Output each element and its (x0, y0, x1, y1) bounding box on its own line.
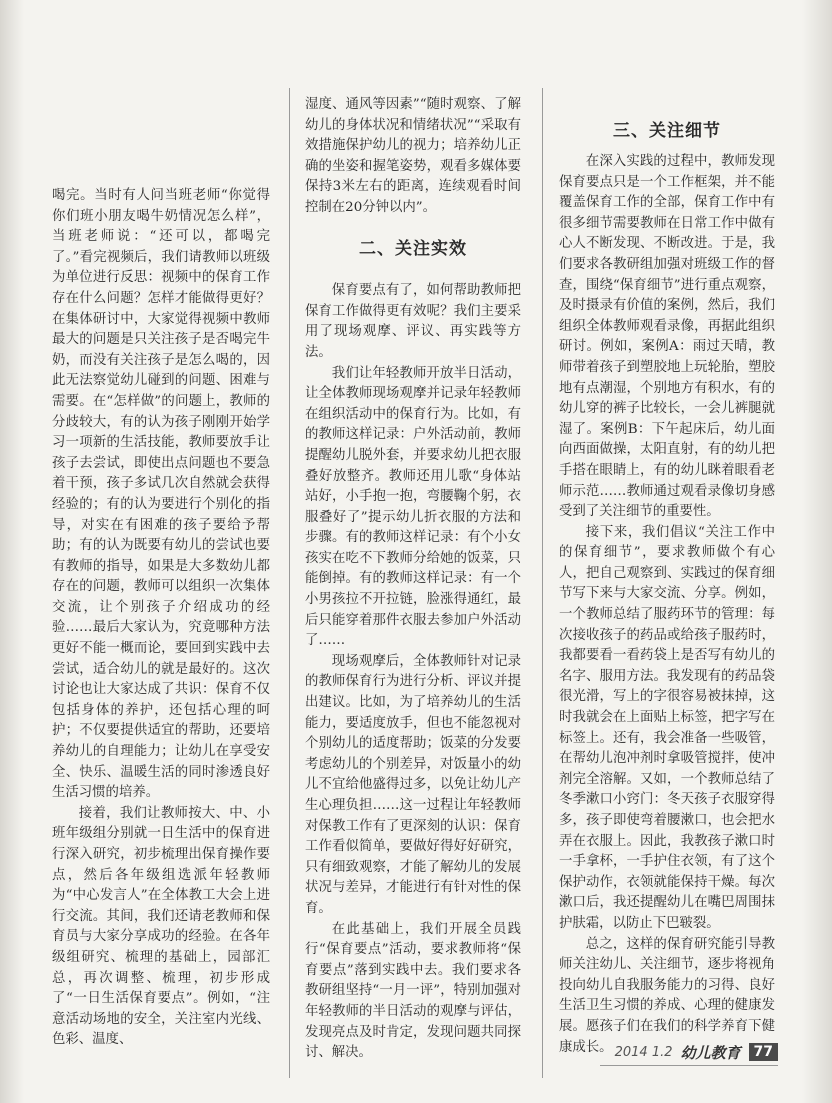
paragraph: 我们让年轻教师开放半日活动，让全体教师现场观摩并记录年轻教师在组织活动中的保育行为。比如，有的教师这样记录：户外活动前，教师提醒幼儿脱外套，并要求幼儿把衣服叠好放整齐。教师还用儿歌“身体站站好，小手抱一抱，弯腰鞠个躬，衣服叠好了”提示幼儿折衣服的方法和步骤。有的教师这样记录：有个小女孩实在吃不下教师分给她的饭菜，只能倒掉。有的教师这样记录：有一个小男孩拉不开拉链，脸涨得通红，最后只能穿着那件衣服去参加户外活动了…… (305, 365, 521, 649)
page-edge-shadow-left (0, 0, 24, 1103)
paragraph: 接着，我们让教师按大、中、小班年级组分别就一日生活中的保育进行深入研究，初步梳理出保育操作要点，然后各年级组选派年轻教师为“中心发言人”在全体教工大会上进行交流。其间，我们还请老教师和保育员与大家分享成功的经验。在各年级组研究、梳理的基础上，园部汇总，再次调整、梳理，初步形成了“一日生活保育要点”。例如，“注意活动场地的安全，关注室内光线、色彩、温度、 (52, 805, 270, 1048)
page-edge-shadow-right (802, 0, 832, 1103)
paragraph: 现场观摩后，全体教师针对记录的教师保育行为进行分析、评议并提出建议。比如，为了培养幼儿的生活能力，要适度放手，但也不能忽视对个别幼儿的适度帮助；饭菜的分发要考虑幼儿的个别差异，对饭量小的幼儿不宜给他盛得过多，以免让幼儿产生心理负担……这一过程让年轻教师对保教工作有了更深刻的认识：保育工作看似简单，要做好得好好研究，只有细致观察，才能了解幼儿的发展状况与差异，才能进行有针对性的保育。 (305, 653, 521, 916)
column-divider-2 (542, 88, 543, 1078)
issue-date: 2014 1.2 (614, 1044, 673, 1060)
paragraph: 在深入实践的过程中，教师发现保育要点只是一个工作框架，并不能覆盖保育工作的全部，保育工作中有很多细节需要教师在日常工作中做有心人不断发现、不断改进。于是，我们要求各教研组加强对班级工作的督查，围绕“保育细节”进行重点观察，及时摄录有价值的案例，然后，我们组织全体教师观看录像，再据此组织研讨。例如，案例A：雨过天晴，教师带着孩子到塑胶地上玩轮胎，塑胶地有点潮湿，个别地方有积水，有的幼儿穿的裤子比较长，一会儿裤腿就湿了。案例B：下午起床后，幼儿面向西面做操，太阳直射，有的幼儿把手搭在眼睛上，有的幼儿眯着眼看老师示范……教师通过观看录像切身感受到了关注细节的重要性。 (559, 154, 775, 520)
text-column-2 (305, 95, 521, 1064)
paragraph: 湿度、通风等因素”“随时观察、了解幼儿的身体状况和情绪状况”“采取有效措施保护幼儿的视力；培养幼儿正确的坐姿和握笔姿势，观看多媒体要保持3米左右的距离，连续观看时间控制在20分钟以内”。 (305, 97, 521, 215)
paragraph: 总之，这样的保育研究能引导教师关注幼儿、关注细节，逐步将视角投向幼儿自我服务能力的习得、良好生活卫生习惯的养成、心理的健康发展。愿孩子们在我们的科学养育下健康成长。 (559, 936, 775, 1055)
page-footer (615, 1041, 778, 1063)
footer-rule (600, 1065, 778, 1066)
column-divider-1 (289, 88, 290, 1078)
magazine-title: 幼儿教育 (680, 1043, 741, 1062)
page-number: 77 (749, 1043, 778, 1061)
section-heading-2: 二、关注实效 (359, 238, 467, 259)
section-heading-3: 三、关注细节 (613, 121, 721, 141)
paragraph: 喝完。当时有人问当班老师“你觉得你们班小朋友喝牛奶情况怎么样”，当班老师说：“还可以，都喝完了。”看完视频后，我们请教师以班级为单位进行反思：视频中的保育工作存在什么问题？怎样才能做得更好？在集体研讨中，大家觉得视频中教师最大的问题是只关注孩子是否喝完牛奶，而没有关注孩子是怎么喝的，因此无法察觉幼儿碰到的问题、困难与需要。在“怎样做”的问题上，教师的分歧较大，有的认为孩子刚刚开始学习一项新的生活技能，教师要放手让孩子去尝试，即使出点问题也不要急着干预，孩子多试几次自然就会获得经验的；有的认为要进行个别化的指导，对实在有困难的孩子要给予帮助；有的认为既要有幼儿的尝试也要有教师的指导，如果是大多数幼儿都存在的问题，教师可以组织一次集体交流，让个别孩子介绍成功的经验……最后大家认为，究竟哪种方法更好不能一概而论，要回到实践中去尝试，适合幼儿的就是最好的。这次讨论也让大家达成了共识：保育不仅包括身体的养护，还包括心理的呵护；不仅要提供适宜的帮助，还要培养幼儿的自理能力；让幼儿在享受安全、快乐、温暖生活的同时渗透良好生活习惯的培养。 (52, 188, 270, 801)
paragraph: 接下来，我们倡议“关注工作中的保育细节”，要求教师做个有心人，把自己观察到、实践过的保育细节写下来与大家交流、分享。例如，一个教师总结了服药环节的管理：每次接收孩子的药品或给孩子服药时，我都要看一看药袋上是否写有幼儿的名字、服用方法。我发现有的药品袋很光滑，写上的字很容易被抹掉，这时我就会在上面贴上标签，把字写在标签上。还有，我会准备一些吸管，在帮幼儿泡冲剂时拿吸管搅拌，使冲剂完全溶解。又如，一个教师总结了冬季漱口小窍门：冬天孩子衣服穿得多，孩子即使弯着腰漱口，也会把水弄在衣服上。因此，我教孩子漱口时一手拿杯，一手护住衣领，有了这个保护动作，衣领就能保持干燥。每次漱口后，我还提醒幼儿在嘴巴周围抹护肤霜，以防止下巴皲裂。 (559, 524, 775, 931)
text-column-3 (559, 152, 775, 1058)
paragraph: 保育要点有了，如何帮助教师把保育工作做得更有效呢？我们主要采用了现场观摩、评议、再实践等方法。 (305, 283, 521, 360)
text-column-1 (52, 186, 270, 1051)
paragraph: 在此基础上，我们开展全员践行“保育要点”活动，要求教师将“保育要点”落到实践中去。我们要求各教研组坚持“一月一评”，特别加强对年轻教师的半日活动的观摩与评估，发现亮点及时肯定，发现问题共同探讨、解决。 (305, 921, 521, 1061)
